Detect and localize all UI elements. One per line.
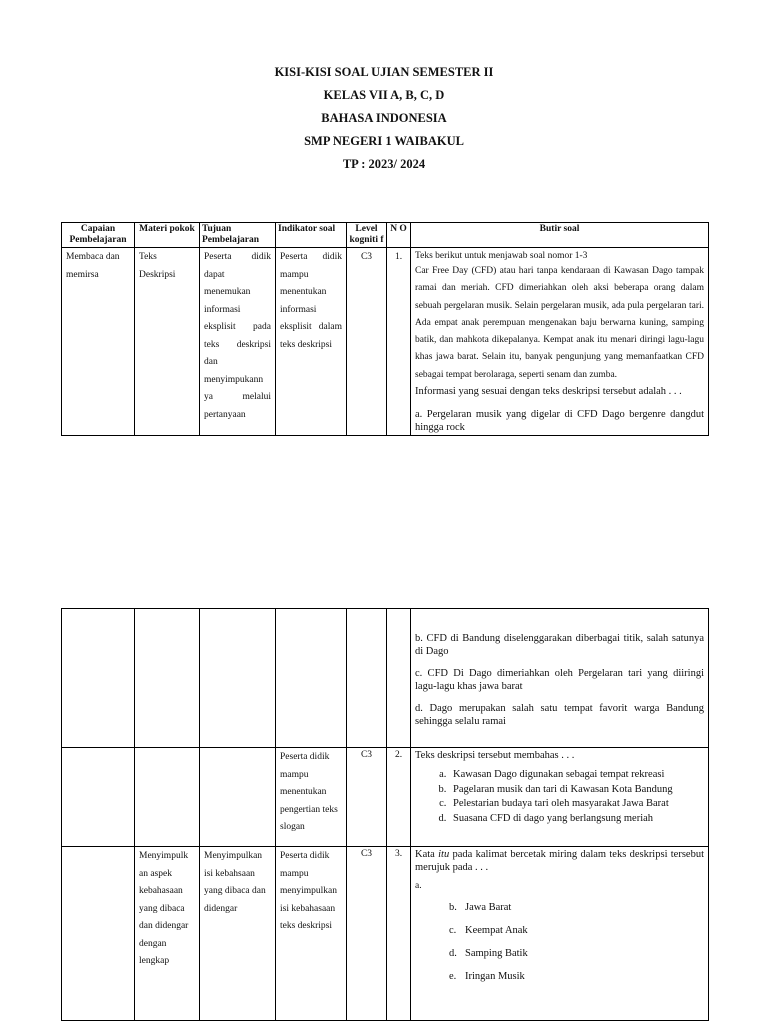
- header-tujuan: Tujuan Pembelajaran: [200, 223, 276, 248]
- cell-butir: [411, 609, 709, 748]
- passage-intro: Teks berikut untuk menjawab soal nomor 1-3: [415, 251, 588, 261]
- cell-empty: [62, 847, 135, 1021]
- option-d: d. Dago merupakan salah satu tempat favorit warga Bandung sehingga selalu ramai: [415, 703, 704, 727]
- cell-indikator: Peserta didik mampu menyimpulkan isi kebahasaan teks deskripsi: [276, 847, 347, 1021]
- table-row: [62, 609, 709, 748]
- option-b: b. CFD di Bandung diselenggarakan diberbagai titik, salah satunya di Dago: [415, 633, 704, 657]
- cell-no: 2.: [387, 748, 411, 847]
- title-line-5: TP : 2023/ 2024: [342, 157, 426, 171]
- option-a: a.: [415, 881, 422, 891]
- header-materi: Materi pokok: [135, 223, 200, 248]
- option-a: a. Pergelaran musik yang digelar di CFD Dago bergenre dangdut hingga rock: [415, 409, 704, 434]
- question-italic: itu: [438, 849, 450, 860]
- cell-empty: [135, 748, 200, 847]
- cell-no: 1.: [387, 248, 411, 436]
- question-post: pada kalimat bercetak miring dalam teks deskripsi tersebut merujuk pada . . .: [415, 849, 704, 873]
- option-list: [415, 768, 704, 826]
- cell-empty: [347, 609, 387, 748]
- option-c: c. CFD Di Dago dimeriahkan oleh Pergelaran tari yang diiringi lagu-lagu khas jawa barat: [415, 668, 704, 692]
- header-no: N O: [387, 223, 411, 248]
- list-item: d. Samping Batik: [449, 948, 528, 959]
- cell-materi: Menyimpulk an aspek kebahasaan yang dibaca dan didengar dengan lengkap: [135, 847, 200, 1021]
- list-item: b. Pagelaran musik dan tari di Kawasan Kota Bandung: [449, 783, 704, 798]
- list-item: d. Suasana CFD di dago yang berlangsung meriah: [449, 812, 704, 827]
- cell-butir: [411, 248, 709, 436]
- cell-capaian: Membaca dan memirsa: [62, 248, 135, 436]
- cell-materi: Teks Deskripsi: [135, 248, 200, 436]
- header-indikator: Indikator soal: [276, 223, 347, 248]
- table-row: [62, 847, 709, 1021]
- title-line-3: BAHASA INDONESIA: [321, 111, 447, 125]
- header-level: Level kogniti f: [347, 223, 387, 248]
- question-text: [415, 848, 704, 874]
- question-text: Informasi yang sesuai dengan teks deskripsi tersebut adalah . . .: [415, 386, 682, 398]
- question-grid-table-page1: [61, 222, 709, 436]
- cell-empty: [387, 609, 411, 748]
- list-item: c. Keempat Anak: [449, 925, 528, 936]
- question-text: Teks deskripsi tersebut membahas . . .: [415, 750, 575, 761]
- table-header-row: [62, 223, 709, 248]
- cell-level: C3: [347, 248, 387, 436]
- header-butir: Butir soal: [411, 223, 709, 248]
- list-item: b. Jawa Barat: [449, 902, 512, 913]
- header-capaian: Capaian Pembelajaran: [62, 223, 135, 248]
- cell-indikator: Peserta didik mampu menentukan informasi eksplisit dalam teks deskripsi: [276, 248, 347, 436]
- passage-text: Car Free Day (CFD) atau hari tanpa kendaraan di Kawasan Dago tampak ramai dan meriah. CFD dimeriahkan oleh aksi beberapa orang dalam sebuah pergelaran musik. Selain pergelaran musik, ada pula pergelaran tari. Ada empat anak perempuan mengenakan baju berwarna kuning, samping batik, dan mahkota dikepalanya. Kempat anak itu menari diringi lagu-lagu khas jawa barat. Selain itu, banyak pengunjung yang memanfaatkan CFD sebagai tempat berolaraga, seperti senam dan zumba.: [415, 266, 704, 380]
- title-line-4: SMP NEGERI 1 WAIBAKUL: [304, 134, 464, 148]
- list-item: e. Iringan Musik: [449, 971, 525, 982]
- cell-empty: [200, 748, 276, 847]
- cell-no: 3.: [387, 847, 411, 1021]
- table-row: [62, 248, 709, 436]
- question-pre: Kata: [415, 849, 439, 860]
- cell-empty: [62, 609, 135, 748]
- title-line-1: KISI-KISI SOAL UJIAN SEMESTER II: [274, 65, 494, 79]
- cell-empty: [135, 609, 200, 748]
- cell-tujuan: Menyimpulkan isi kebahsaan yang dibaca dan didengar: [200, 847, 276, 1021]
- cell-empty: [276, 609, 347, 748]
- cell-indikator: Peserta didik mampu menentukan pengertian teks slogan: [276, 748, 347, 847]
- list-item: a. Kawasan Dago digunakan sebagai tempat rekreasi: [449, 768, 704, 783]
- cell-empty: [62, 748, 135, 847]
- cell-tujuan: Peserta didik dapat menemukan informasi eksplisit pada teks deskripsi dan menyimpukann ya melalui pertanyaan: [200, 248, 276, 436]
- table-row: [62, 748, 709, 847]
- list-item: c. Pelestarian budaya tari oleh masyarakat Jawa Barat: [449, 797, 704, 812]
- cell-butir: [411, 748, 709, 847]
- title-line-2: KELAS VII A, B, C, D: [323, 88, 445, 102]
- cell-empty: [200, 609, 276, 748]
- cell-level: C3: [347, 847, 387, 1021]
- option-list: [415, 901, 704, 984]
- question-grid-table-page2: [61, 608, 709, 1021]
- cell-butir: [411, 847, 709, 1021]
- document-title: [0, 64, 768, 179]
- cell-level: C3: [347, 748, 387, 847]
